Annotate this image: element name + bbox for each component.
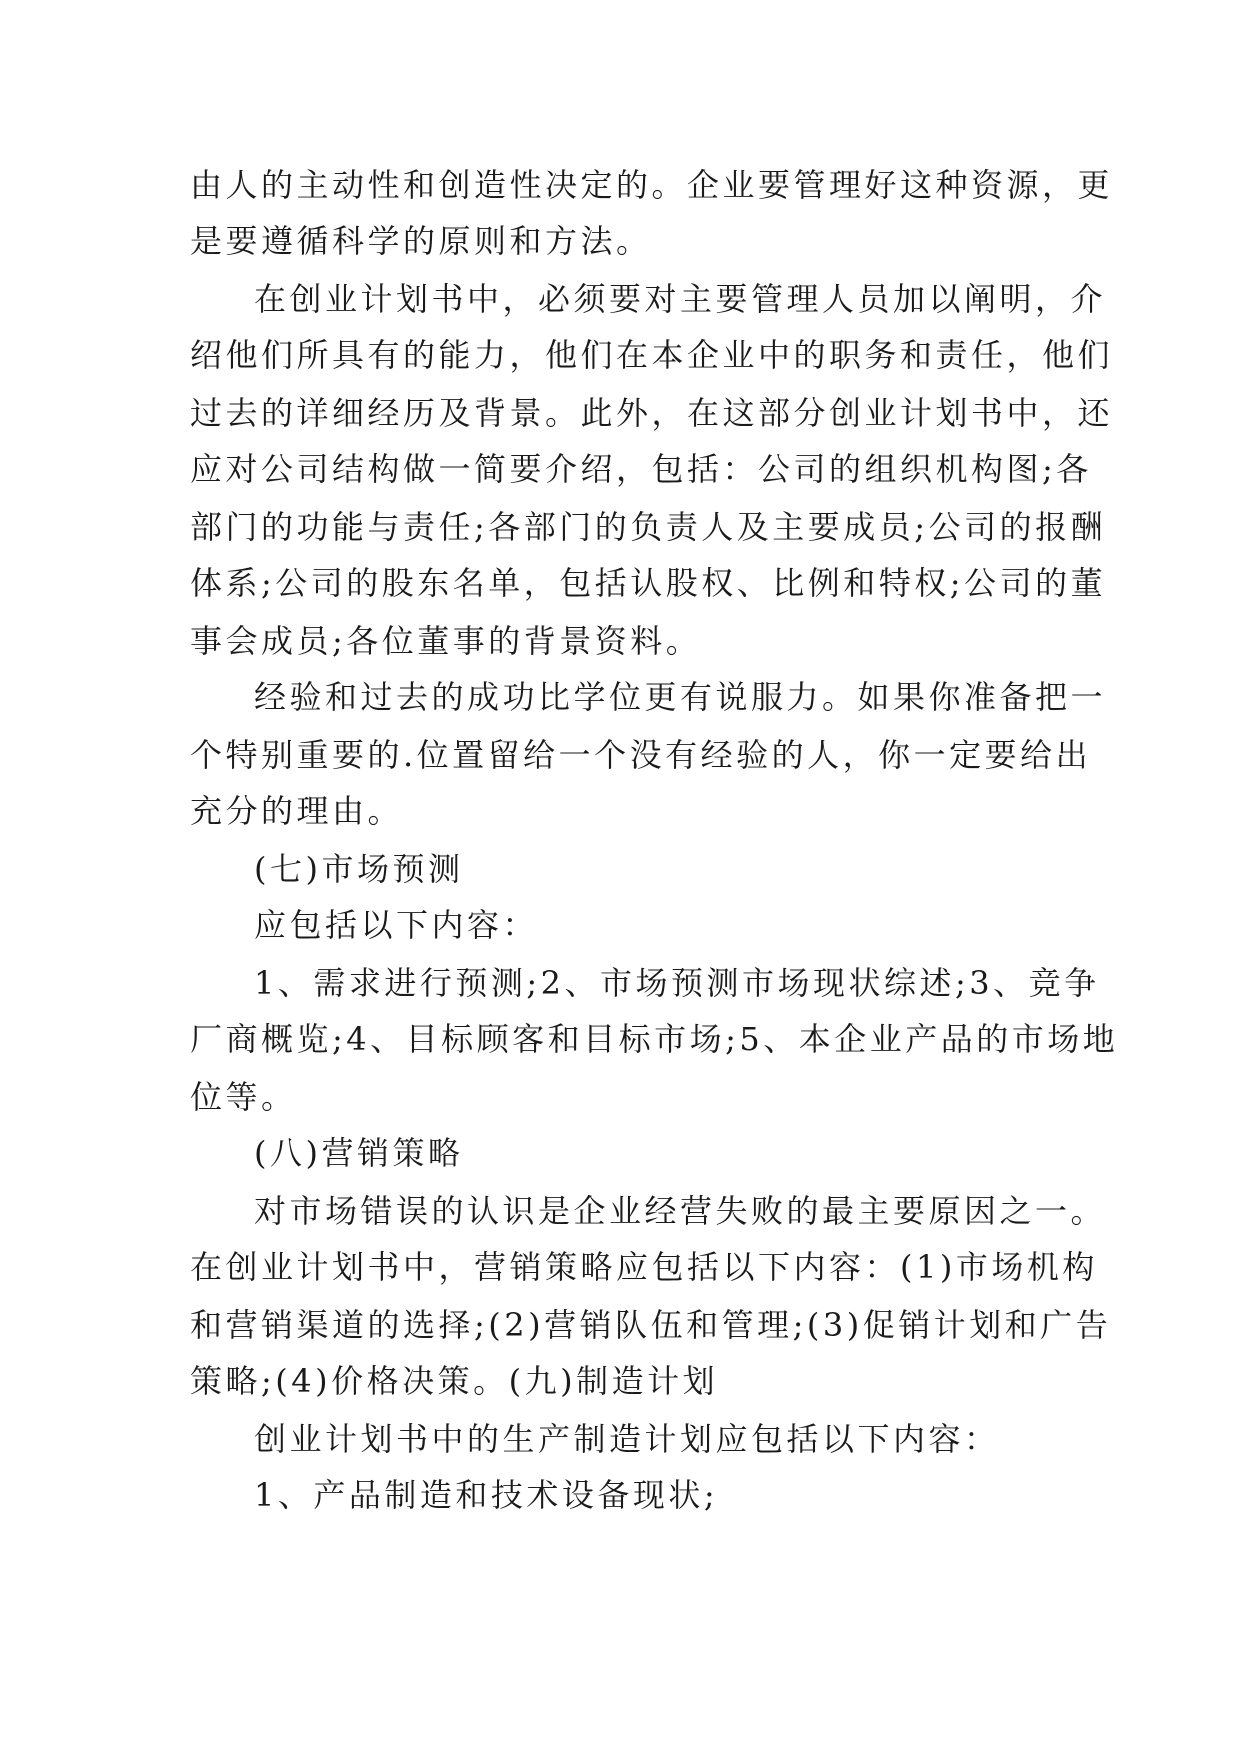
text-line: 部门的功能与责任;各部门的负责人及主要成员;公司的报酬 — [190, 508, 1107, 546]
text-line: 1、产品制造和技术设备现状; — [254, 1476, 719, 1514]
section-heading: (八)营销策略 — [254, 1134, 464, 1172]
text-line: 充分的理由。 — [190, 792, 404, 830]
text-line: 和营销渠道的选择;(2)营销队伍和管理;(3)促销计划和广告 — [190, 1306, 1112, 1344]
text-line: 在创业计划书中，必须要对主要管理人员加以阐明，介 — [254, 280, 1107, 318]
text-line: 是要遵循科学的原则和方法。 — [190, 222, 652, 260]
text-line: 1、需求进行预测;2、市场预测市场现状综述;3、竞争 — [254, 964, 1100, 1002]
text-line: 应对公司结构做一简要介绍，包括：公司的组织机构图;各 — [190, 450, 1092, 488]
text-line: 个特别重要的.位置留给一个没有经验的人，你一定要给出 — [190, 736, 1092, 774]
text-line: 策略;(4)价格决策。(九)制造计划 — [190, 1362, 719, 1400]
section-heading: (七)市场预测 — [254, 850, 464, 888]
text-line: 应包括以下内容： — [254, 906, 539, 944]
text-line: 过去的详细经历及背景。此外，在这部分创业计划书中，还 — [190, 394, 1114, 432]
text-line: 创业计划书中的生产制造计划应包括以下内容： — [254, 1420, 1000, 1458]
text-line: 体系;公司的股东名单，包括认股权、比例和特权;公司的董 — [190, 564, 1107, 602]
text-line: 由人的主动性和创造性决定的。企业要管理好这种资源，更 — [190, 166, 1114, 204]
text-line: 在创业计划书中，营销策略应包括以下内容：(1)市场机构 — [190, 1248, 1098, 1286]
text-line: 位等。 — [190, 1078, 297, 1116]
text-line: 经验和过去的成功比学位更有说服力。如果你准备把一 — [254, 678, 1107, 716]
text-line: 事会成员;各位董事的背景资料。 — [190, 622, 702, 660]
text-line: 厂商概览;4、目标顾客和目标市场;5、本企业产品的市场地 — [190, 1020, 1119, 1058]
text-line: 对市场错误的认识是企业经营失败的最主要原因之一。 — [254, 1192, 1107, 1230]
text-line: 绍他们所具有的能力，他们在本企业中的职务和责任，他们 — [190, 336, 1114, 374]
